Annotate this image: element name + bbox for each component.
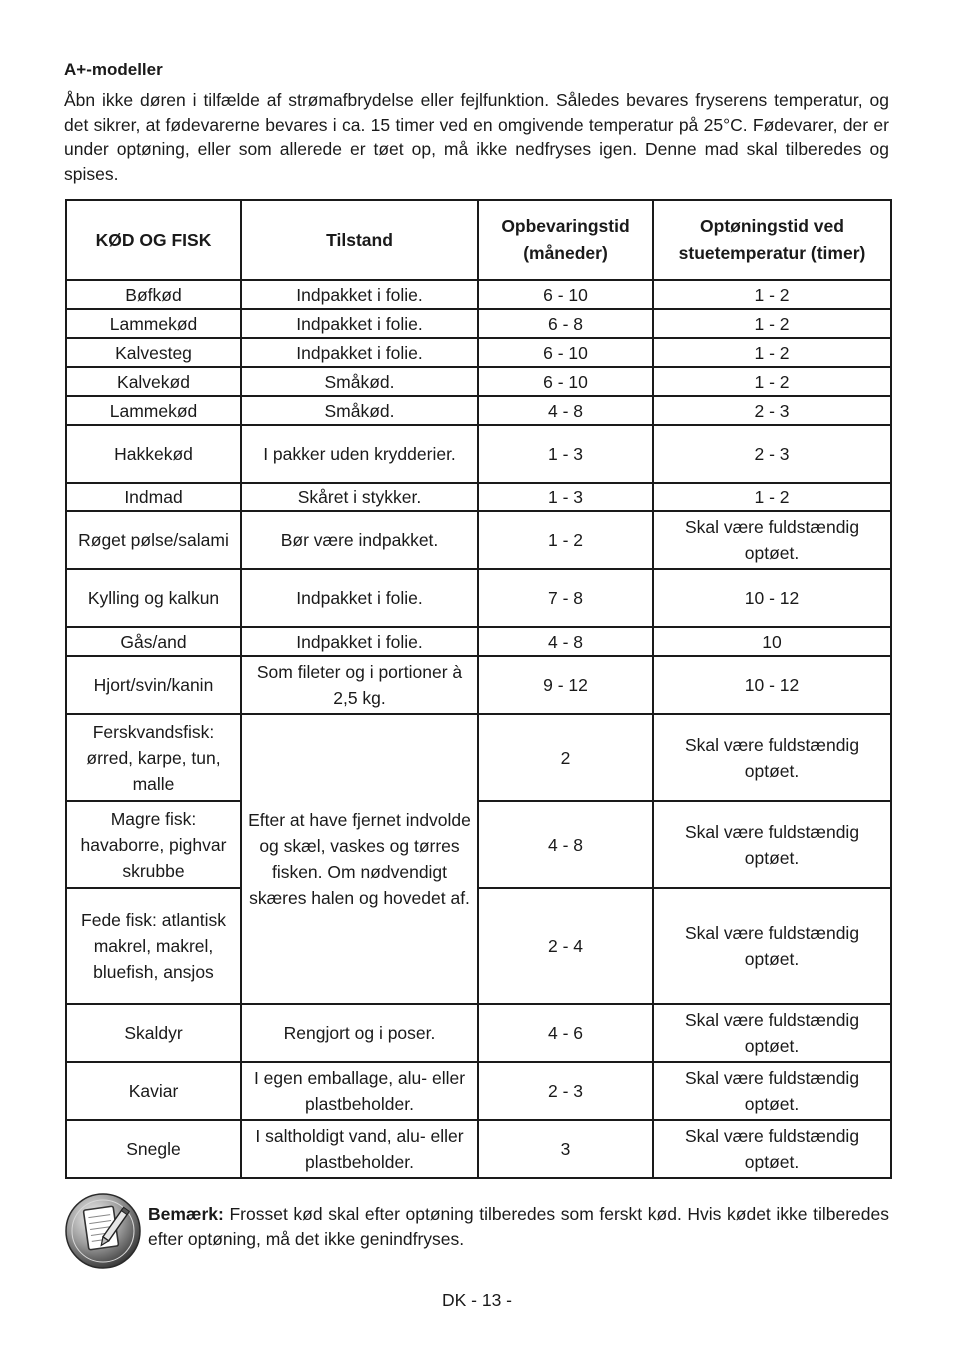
cell-condition: Bør være indpakket. bbox=[241, 511, 478, 569]
cell-food: Fede fisk: atlantisk makrel, makrel, bluefish, ansjos bbox=[66, 888, 241, 1004]
cell-storage: 4 - 6 bbox=[478, 1004, 653, 1062]
note-box bbox=[64, 1192, 890, 1270]
cell-storage: 9 - 12 bbox=[478, 656, 653, 714]
cell-thaw: Skal være fuldstændig optøet. bbox=[653, 1004, 891, 1062]
cell-thaw: 1 - 2 bbox=[653, 367, 891, 396]
cell-storage: 1 - 3 bbox=[478, 425, 653, 483]
header-meat-fish: KØD OG FISK bbox=[66, 200, 241, 280]
table-row bbox=[66, 396, 891, 425]
cell-thaw: 10 - 12 bbox=[653, 569, 891, 627]
cell-storage: 2 - 4 bbox=[478, 888, 653, 1004]
cell-food: Kaviar bbox=[66, 1062, 241, 1120]
table-row bbox=[66, 888, 891, 1004]
cell-thaw: 2 - 3 bbox=[653, 396, 891, 425]
cell-food: Kalvesteg bbox=[66, 338, 241, 367]
table-row bbox=[66, 511, 891, 569]
table-row bbox=[66, 569, 891, 627]
cell-thaw: Skal være fuldstændig optøet. bbox=[653, 1062, 891, 1120]
cell-storage: 2 bbox=[478, 714, 653, 801]
cell-food: Gås/and bbox=[66, 627, 241, 656]
cell-storage: 4 - 8 bbox=[478, 801, 653, 888]
table-row bbox=[66, 280, 891, 309]
cell-storage: 2 - 3 bbox=[478, 1062, 653, 1120]
cell-condition: Indpakket i folie. bbox=[241, 280, 478, 309]
cell-condition: Småkød. bbox=[241, 367, 478, 396]
cell-storage: 6 - 10 bbox=[478, 338, 653, 367]
cell-storage: 3 bbox=[478, 1120, 653, 1178]
page-number: DK - 13 - bbox=[441, 1290, 513, 1310]
note-text bbox=[148, 1202, 889, 1251]
cell-storage: 1 - 2 bbox=[478, 511, 653, 569]
table-row bbox=[66, 1004, 891, 1062]
cell-condition: Indpakket i folie. bbox=[241, 309, 478, 338]
header-condition: Tilstand bbox=[241, 200, 478, 280]
cell-condition: Indpakket i folie. bbox=[241, 627, 478, 656]
table-row bbox=[66, 801, 891, 888]
cell-condition: Som fileter og i portioner à 2,5 kg. bbox=[241, 656, 478, 714]
cell-thaw: Skal være fuldstændig optøet. bbox=[653, 1120, 891, 1178]
table-header-row bbox=[66, 200, 891, 280]
cell-thaw: 10 bbox=[653, 627, 891, 656]
header-storage-time: Opbevaringstid (måneder) bbox=[478, 200, 653, 280]
cell-food: Kalvekød bbox=[66, 367, 241, 396]
table-row bbox=[66, 656, 891, 714]
cell-food: Indmad bbox=[66, 483, 241, 511]
table-row bbox=[66, 367, 891, 396]
cell-thaw: 1 - 2 bbox=[653, 483, 891, 511]
header-thaw-time: Optøningstid ved stuetemperatur (timer) bbox=[653, 200, 891, 280]
cell-food: Snegle bbox=[66, 1120, 241, 1178]
section-heading: A+-modeller bbox=[64, 60, 163, 79]
cell-thaw: Skal være fuldstændig optøet. bbox=[653, 888, 891, 1004]
table-row bbox=[66, 1120, 891, 1178]
cell-food: Hakkekød bbox=[66, 425, 241, 483]
cell-condition: Indpakket i folie. bbox=[241, 338, 478, 367]
cell-condition: I pakker uden krydderier. bbox=[241, 425, 478, 483]
cell-food: Lammekød bbox=[66, 396, 241, 425]
cell-food: Hjort/svin/kanin bbox=[66, 656, 241, 714]
cell-condition-fish: Efter at have fjernet indvolde og skæl, vaskes og tørres fisken. Om nødvendigt skæres halen og hovedet af. bbox=[241, 714, 478, 1004]
table-row bbox=[66, 309, 891, 338]
cell-thaw: 1 - 2 bbox=[653, 338, 891, 367]
table-row bbox=[66, 627, 891, 656]
cell-thaw: Skal være fuldstændig optøet. bbox=[653, 511, 891, 569]
storage-table bbox=[65, 199, 892, 1179]
cell-condition: Skåret i stykker. bbox=[241, 483, 478, 511]
cell-storage: 4 - 8 bbox=[478, 627, 653, 656]
cell-condition: I saltholdigt vand, alu- eller plastbeholder. bbox=[241, 1120, 478, 1178]
cell-thaw: 1 - 2 bbox=[653, 309, 891, 338]
notepad-pencil-icon bbox=[64, 1192, 144, 1270]
cell-storage: 6 - 10 bbox=[478, 367, 653, 396]
cell-condition: Indpakket i folie. bbox=[241, 569, 478, 627]
cell-storage: 4 - 8 bbox=[478, 396, 653, 425]
table-row bbox=[66, 714, 891, 801]
note-body: Frosset kød skal efter optøning tilberedes som ferskt kød. Hvis kødet ikke tilberedes efter optøning, må det ikke genindfryses. bbox=[148, 1204, 889, 1249]
cell-food: Lammekød bbox=[66, 309, 241, 338]
cell-condition: Rengjort og i poser. bbox=[241, 1004, 478, 1062]
cell-food: Magre fisk: havaborre, pighvar skrubbe bbox=[66, 801, 241, 888]
intro-paragraph: Åbn ikke døren i tilfælde af strømafbrydelse eller fejlfunktion. Således bevares fryserens temperatur, og det sikrer, at fødevarerne bevares i ca. 15 timer ved en omgivende temperatur på 25°C. Fødevarer, der er under optøning, eller som allerede er tøet op, må ikke nedfryses igen. Denne mad skal tilberedes og spises. bbox=[64, 90, 889, 184]
table-row bbox=[66, 1062, 891, 1120]
cell-food: Bøfkød bbox=[66, 280, 241, 309]
cell-food: Kylling og kalkun bbox=[66, 569, 241, 627]
cell-food: Røget pølse/salami bbox=[66, 511, 241, 569]
cell-storage: 1 - 3 bbox=[478, 483, 653, 511]
cell-thaw: Skal være fuldstændig optøet. bbox=[653, 714, 891, 801]
cell-storage: 6 - 8 bbox=[478, 309, 653, 338]
cell-food: Ferskvandsfisk: ørred, karpe, tun, malle bbox=[66, 714, 241, 801]
cell-thaw: 10 - 12 bbox=[653, 656, 891, 714]
cell-storage: 6 - 10 bbox=[478, 280, 653, 309]
cell-thaw: Skal være fuldstændig optøet. bbox=[653, 801, 891, 888]
cell-condition: Småkød. bbox=[241, 396, 478, 425]
cell-food: Skaldyr bbox=[66, 1004, 241, 1062]
cell-condition: I egen emballage, alu- eller plastbeholder. bbox=[241, 1062, 478, 1120]
cell-thaw: 2 - 3 bbox=[653, 425, 891, 483]
cell-storage: 7 - 8 bbox=[478, 569, 653, 627]
note-label: Bemærk: bbox=[148, 1204, 224, 1224]
table-row bbox=[66, 338, 891, 367]
cell-thaw: 1 - 2 bbox=[653, 280, 891, 309]
table-row bbox=[66, 425, 891, 483]
table-row bbox=[66, 483, 891, 511]
